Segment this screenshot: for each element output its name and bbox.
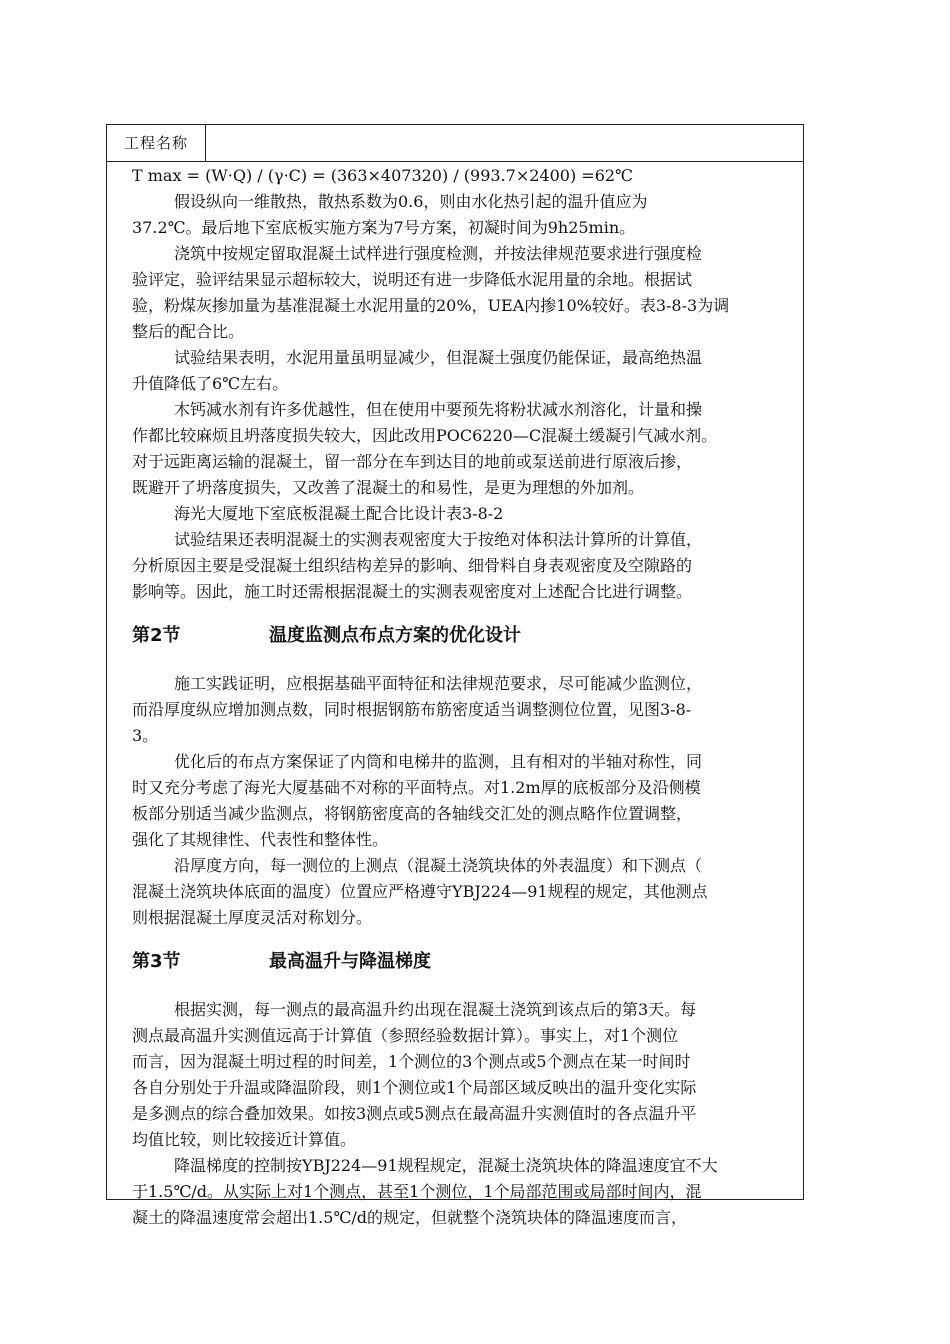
paragraph-line: 混凝土浇筑块体底面的温度）位置应严格遵守YBJ224—91规程的规定，其他测点 [132,882,708,901]
paragraph-line: 分析原因主要是受混凝土组织结构差异的影响、细骨料自身表观密度及空隙路的 [132,556,693,575]
paragraph-line: 时又充分考虑了海光大厦基础不对称的平面特点。对1.2m厚的底板部分及沿侧模 [132,778,701,797]
paragraph-line: 降温梯度的控制按YBJ224—91规程规定，混凝土浇筑块体的降温速度宜不大 [174,1156,718,1175]
paragraph-line: 作都比较麻烦且坍落度损失较大，因此改用POC6220—C混凝土缓凝引气减水剂。 [132,426,718,445]
paragraph-line: 37.2℃。最后地下室底板实施方案为7号方案，初凝时间为9h25min。 [132,218,636,237]
paragraph-line: 测点最高温升实测值远高于计算值（参照经验数据计算）。事实上，对1个测位 [132,1026,679,1045]
paragraph-line: 强化了其规律性、代表性和整体性。 [132,830,389,849]
paragraph-line: 木钙减水剂有许多优越性，但在使用中要预先将粉状减水剂溶化，计量和操 [174,400,703,419]
paragraph-line: 影响等。因此，施工时还需根据混凝土的实测表观密度对上述配合比进行调整。 [132,582,693,601]
paragraph-line: 整后的配合比。 [132,322,245,341]
paragraph-line: 板部分别适当减少监测点，将钢筋密度高的各轴线交汇处的测点略作位置调整， [132,804,693,823]
formula-line: T max = (W·Q) / (γ·C) = (363×407320) / (993.7×2400) =62℃ [132,166,633,185]
paragraph-line: 对于远距离运输的混凝土，留一部分在车到达目的地前或泵送前进行原液后掺， [132,452,693,471]
paragraph-line: 验，粉煤灰掺加量为基准混凝土水泥用量的20%，UEA内掺10%较好。表3-8-3为调 [132,296,730,315]
paragraph-line: 优化后的布点方案保证了内筒和电梯井的监测，且有相对的半轴对称性，同 [174,752,703,771]
paragraph-line: 凝土的降温速度常会超出1.5℃/d的规定，但就整个浇筑块体的降温速度而言， [132,1208,687,1227]
paragraph-line: 根据实测，每一测点的最高温升约出现在混凝土浇筑到该点后的第3天。每 [174,1000,697,1019]
header-row [107,125,803,162]
paragraph-line: 而言，因为混凝土明过程的时间差，1个测位的3个测点或5个测点在某一时间时 [132,1052,691,1071]
project-name-label: 工程名称 [107,125,206,161]
paragraph-line: 试验结果表明，水泥用量虽明显减少，但混凝土强度仍能保证，最高绝热温 [174,348,703,367]
paragraph-line: 验评定，验评结果显示超标较大，说明还有进一步降低水泥用量的余地。根据试 [132,270,693,289]
section-number: 第2节 [132,625,181,646]
paragraph-line: 沿厚度方向，每一测位的上测点（混凝土浇筑块体的外表温度）和下测点（ [174,856,703,875]
section-number: 第3节 [132,951,181,972]
section-title: 最高温升与降温梯度 [269,951,431,972]
paragraph-line: 是多测点的综合叠加效果。如按3测点或5测点在最高温升实测值时的各点温升平 [132,1104,697,1123]
section-title: 温度监测点布点方案的优化设计 [269,625,521,646]
section-heading [132,621,802,651]
paragraph-line: 则根据混凝土厚度灵活对称划分。 [132,908,373,927]
paragraph-line: 试验结果还表明混凝土的实测表观密度大于按绝对体积法计算所的计算值， [174,530,703,549]
paragraph-line: 浇筑中按规定留取混凝土试样进行强度检测，并按法律规范要求进行强度检 [174,244,703,263]
paragraph-line: 而沿厚度纵应增加测点数，同时根据钢筋布筋密度适当调整测位位置，见图3-8- [132,700,692,719]
paragraph-line: 3。 [132,726,159,745]
paragraph-line: 均值比较，则比较接近计算值。 [132,1130,357,1149]
document-table [106,124,804,1227]
paragraph-line: 于1.5℃/d。从实际上对1个测点，甚至1个测位，1个局部范围或局部时间内，混 [132,1182,702,1201]
table-caption: 海光大厦地下室底板混凝土配合比设计表3-8-2 [174,504,504,523]
paragraph-line: 既避开了坍落度损失，又改善了混凝土的和易性，是更为理想的外加剂。 [132,478,645,497]
paragraph-line: 升值降低了6℃左右。 [132,374,289,393]
paragraph-line: 各自分别处于升温或降温阶段，则1个测位或1个局部区域反映出的温升变化实际 [132,1078,697,1097]
document-body [132,163,802,1231]
paragraph-line: 假设纵向一维散热，散热系数为0.6，则由水化热引起的温升值应为 [174,192,648,211]
paragraph-line: 施工实践证明，应根据基础平面特征和法律规范要求，尽可能减少监测位， [174,674,703,693]
section-heading [132,947,802,977]
